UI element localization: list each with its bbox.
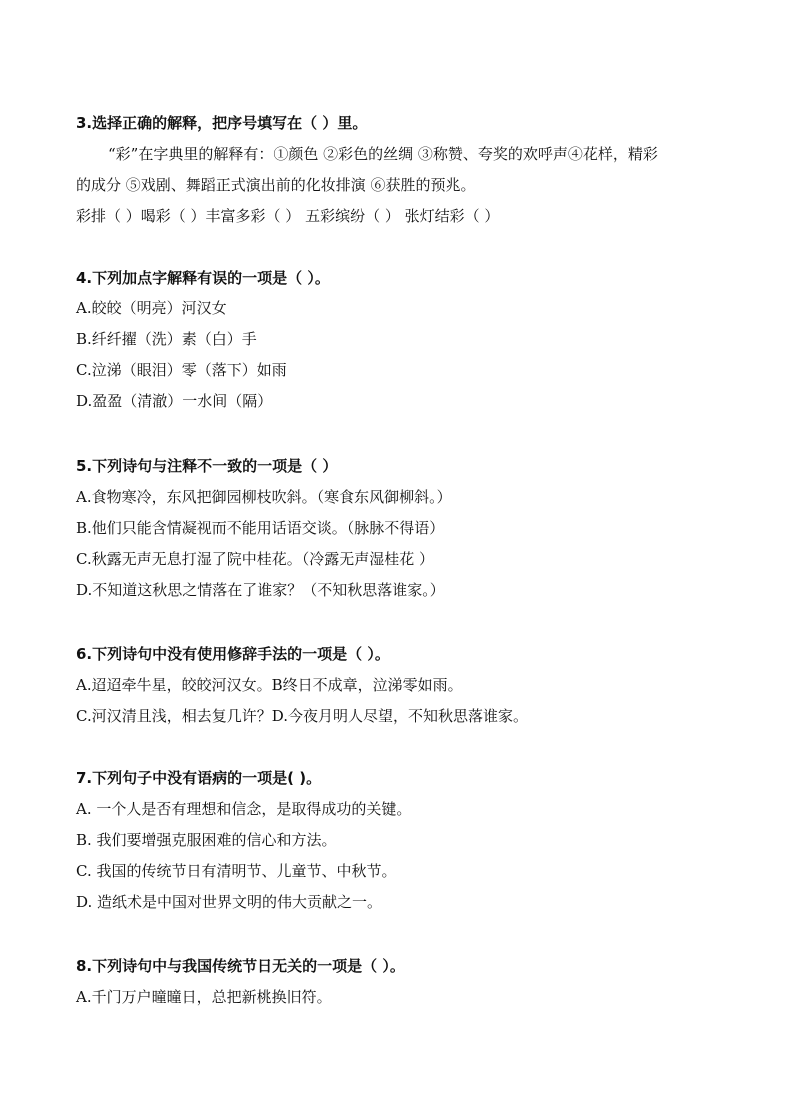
q4-option-d: D.盈盈（清澈）一水间（隔） xyxy=(76,392,273,410)
q4-option-b: B.纤纤擢（洗）素（白）手 xyxy=(76,330,257,348)
q7-option-a: A. 一个人是否有理想和信念，是取得成功的关键。 xyxy=(76,800,412,818)
q8-title: 8.下列诗句中与我国传统节日无关的一项是（ ）。 xyxy=(76,957,405,975)
q7-title: 7.下列句子中没有语病的一项是( )。 xyxy=(76,769,322,787)
q3-title: 3.选择正确的解释，把序号填写在（ ）里。 xyxy=(76,114,368,132)
q3-line-1: “彩”在字典里的解释有：①颜色 ②彩色的丝绸 ③称赞、夸奖的欢呼声④花样，精彩 xyxy=(108,145,658,163)
q6-line-2: C.河汉清且浅，相去复几许？D.今夜月明人尽望，不知秋思落谁家。 xyxy=(76,707,528,725)
q7-option-c: C. 我国的传统节日有清明节、儿童节、中秋节。 xyxy=(76,862,397,880)
q4-option-c: C.泣涕（眼泪）零（落下）如雨 xyxy=(76,361,287,379)
q7-option-d: D. 造纸术是中国对世界文明的伟大贡献之一。 xyxy=(76,893,383,911)
q4-option-a: A.皎皎（明亮）河汉女 xyxy=(76,299,227,317)
q3-line-3: 彩排（ ）喝彩（ ）丰富多彩（ ） 五彩缤纷（ ） 张灯结彩（ ） xyxy=(76,207,500,225)
q7-option-b: B. 我们要增强克服困难的信心和方法。 xyxy=(76,831,337,849)
q5-option-a: A.食物寒冷，东风把御园柳枝吹斜。（寒食东风御柳斜。） xyxy=(76,488,452,506)
q3-line-2: 的成分 ⑤戏剧、舞蹈正式演出前的化妆排演 ⑥获胜的预兆。 xyxy=(76,176,476,194)
q8-option-a: A.千门万户曈曈日，总把新桃换旧符。 xyxy=(76,988,332,1006)
q4-title: 4.下列加点字解释有误的一项是（ ）。 xyxy=(76,269,330,287)
q5-option-c: C.秋露无声无息打湿了院中桂花。（冷露无声湿桂花 ） xyxy=(76,550,434,568)
q5-option-d: D.不知道这秋思之情落在了谁家？（不知秋思落谁家。） xyxy=(76,581,445,599)
q6-title: 6.下列诗句中没有使用修辞手法的一项是（ ）。 xyxy=(76,645,390,663)
q5-title: 5.下列诗句与注释不一致的一项是（ ） xyxy=(76,457,338,475)
q6-line-1: A.迢迢牵牛星，皎皎河汉女。B终日不成章，泣涕零如雨。 xyxy=(76,676,463,694)
q5-option-b: B.他们只能含情凝视而不能用话语交谈。（脉脉不得语） xyxy=(76,519,445,537)
